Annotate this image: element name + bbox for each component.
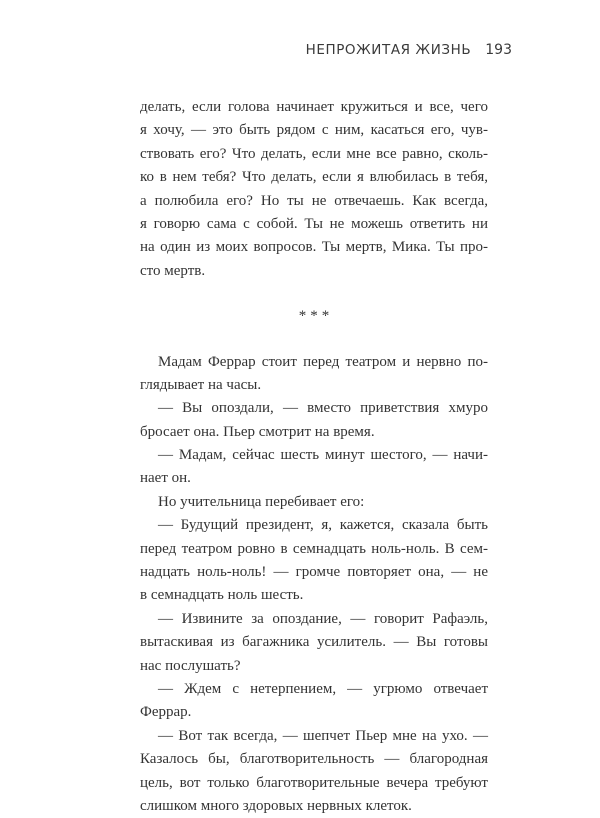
text-line: а полюбила его? Но ты не отвечаешь. Как всегда, — [140, 192, 488, 209]
text-line: слишком много здоровых нервных клеток. — [140, 797, 412, 814]
text-line: Казалось бы, благотворительность — благородная — [140, 751, 488, 768]
text-line: цель, вот только благотворительные вечера требуют — [140, 774, 488, 791]
text-line: ко в нем тебя? Что делать, если я влюбилась в тебя, — [140, 169, 488, 186]
text-line: сто мертв. — [140, 262, 206, 279]
text-line: я хочу, — это быть рядом с ним, касаться его, чув- — [140, 122, 488, 139]
text-line: Но учительница перебивает его: — [158, 493, 365, 510]
text-line: Мадам Феррар стоит перед театром и нервно по- — [158, 353, 488, 370]
text-line: — Будущий президент, я, кажется, сказала быть — [158, 517, 488, 534]
text-line: глядывает на часы. — [140, 376, 262, 393]
text-line: ствовать его? Что делать, если мне все равно, сколь- — [140, 145, 488, 162]
text-line: нает он. — [140, 470, 191, 487]
text-line: надцать ноль-ноль! — громче повторяет она, — не — [140, 564, 488, 581]
text-line: на один из моих вопросов. Ты мертв, Мика. Ты про- — [140, 239, 488, 256]
text-line: бросает она. Пьер смотрит на время. — [140, 423, 375, 440]
text-line: в семнадцать ноль шесть. — [140, 587, 304, 604]
text-line: я говорю сама с собой. Ты не можешь ответить ни — [140, 215, 488, 232]
text-line: — Вот так всегда, — шепчет Пьер мне на ухо. — — [158, 727, 488, 744]
text-line: перед театром ровно в семнадцать ноль-ноль. В сем- — [140, 540, 488, 557]
text-line: вытаскивая из багажника усилитель. — Вы готовы — [140, 634, 488, 651]
text-line: — Вы опоздали, — вместо приветствия хмуро — [158, 400, 488, 417]
text-line: нас послушать? — [140, 657, 241, 674]
running-header — [306, 42, 512, 58]
running-title: НЕПРОЖИТАЯ ЖИЗНЬ — [305, 42, 472, 58]
body-text — [140, 96, 488, 818]
text-line: — Извините за опоздание, — говорит Рафаэль, — [158, 610, 488, 627]
text-line: делать, если голова начинает кружиться и все, чего — [140, 99, 488, 115]
page-number: 193 — [485, 42, 512, 58]
section-break: *** — [298, 308, 334, 325]
spacer — [140, 329, 488, 351]
text-line: — Мадам, сейчас шесть минут шестого, — начи- — [158, 447, 488, 464]
spacer — [140, 283, 488, 305]
text-line: Феррар. — [140, 704, 192, 721]
text-line: — Ждем с нетерпением, — угрюмо отвечает — [158, 680, 488, 697]
